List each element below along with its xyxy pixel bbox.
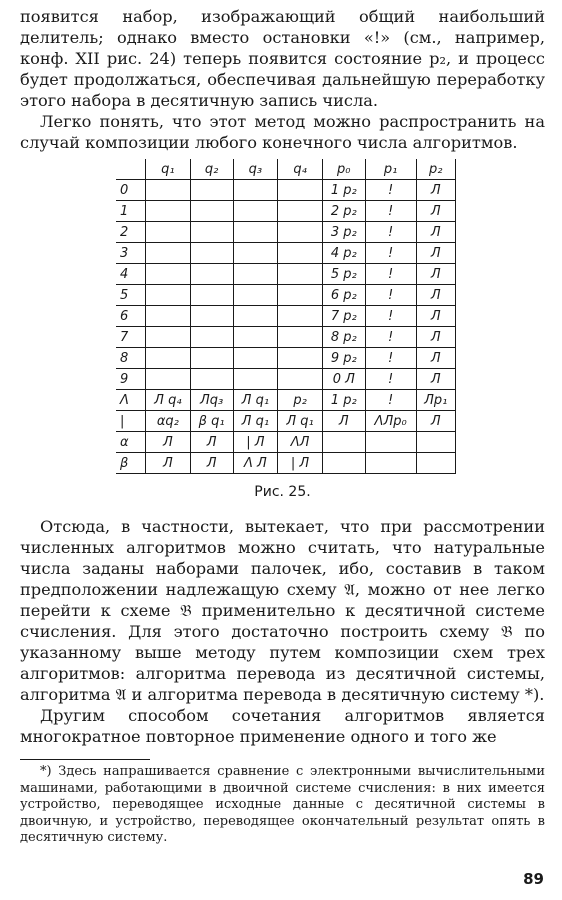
table-cell: Л [416,201,455,222]
table-cell: 3 p₂ [322,222,365,243]
table-cell: ! [365,306,416,327]
column-header: p₀ [322,159,365,180]
paragraph-top-2: Легко понять, что этот метод можно распространить на случай композиции любого конечного числа алгоритмов. [20,112,545,152]
algorithm-table [116,159,456,474]
table-cell: Л [416,411,455,432]
table-row [116,285,456,306]
paragraph-bottom-2: Другим способом сочетания алгоритмов является многократное повторное применение одного и того же [20,706,545,746]
table-cell [146,285,191,306]
book-page [20,6,545,847]
table-cell [322,432,365,453]
table-cell [146,327,191,348]
table-cell [233,327,278,348]
table-row [116,264,456,285]
table-cell [190,327,233,348]
row-label: α [116,432,146,453]
table-cell [233,369,278,390]
table-cell [146,180,191,201]
table-cell [146,201,191,222]
table-cell [365,432,416,453]
paragraph-top-1: появится набор, изображающий общий наибольший делитель; однако вместо остановки «!» (см., например, конф. XII рис. 24) теперь появится состояние p₂, и процесс будет продолжаться, обеспечивая дальнейшую переработку этого набора в десятичную запись числа. [20,7,545,110]
row-label: 1 [116,201,146,222]
table-cell: ΛЛ [278,432,323,453]
table-cell [278,348,323,369]
table-cell: 1 p₂ [322,390,365,411]
table-cell [233,264,278,285]
column-header: q₄ [278,159,323,180]
table-cell: Л q₁ [233,411,278,432]
table-cell [233,243,278,264]
table-row [116,222,456,243]
row-label: 3 [116,243,146,264]
table-cell: 2 p₂ [322,201,365,222]
table-cell: Л [416,243,455,264]
paragraph-bottom-1: Отсюда, в частности, вытекает, что при рассмотрении численных алгоритмов можно считать, что натуральные числа заданы наборами палочек, ибо, составив в таком предположении надлежащую схему 𝔄, можно от нее легко перейти к схеме 𝔅 применительно к десятичной системе счисления. Для этого достаточно построить схему 𝔅 по указанному выше методу путем композиции схем трех алгоритмов: алгоритма перевода из десятичной системы, алгоритма 𝔄 и алгоритма перевода в десятичную систему *). [20,517,545,704]
table-cell [233,180,278,201]
table-cell: ! [365,285,416,306]
table-cell: 6 p₂ [322,285,365,306]
table-cell: ! [365,327,416,348]
table-cell: Л [416,285,455,306]
table-cell: Л q₁ [233,390,278,411]
table-cell: Л [146,432,191,453]
table-body [116,180,456,474]
table-cell: Лp₁ [416,390,455,411]
table-cell: | Л [233,432,278,453]
table-cell: Лq₃ [190,390,233,411]
table-cell: Л q₄ [146,390,191,411]
row-label: 0 [116,180,146,201]
table-cell: ! [365,243,416,264]
table-cell: 4 p₂ [322,243,365,264]
table-cell: 7 p₂ [322,306,365,327]
table-row [116,243,456,264]
column-header: p₁ [365,159,416,180]
table-cell [278,222,323,243]
table-cell: ΛЛp₀ [365,411,416,432]
table-cell: ! [365,348,416,369]
table-cell [233,348,278,369]
table-row [116,306,456,327]
algorithm-table-figure [116,159,456,474]
table-row [116,201,456,222]
table-cell [190,306,233,327]
table-cell [278,201,323,222]
table-cell [146,264,191,285]
table-cell: 0 Л [322,369,365,390]
table-cell [146,243,191,264]
table-row [116,432,456,453]
table-cell [190,201,233,222]
table-cell [278,306,323,327]
table-corner-cell [116,159,146,180]
table-header-row [116,159,456,180]
table-cell [146,369,191,390]
row-label: 9 [116,369,146,390]
table-cell: ! [365,201,416,222]
table-cell: Л [190,453,233,474]
row-label: 5 [116,285,146,306]
footnote: *) Здесь напрашивается сравнение с электронными вычислительными машинами, работающими в двоичной системе счисления: в них имеется устройство, переводящее исходные данные с десятичной системы в двоичную, и устройство, переводящее окончательный результат опять в десятичную систему. [20,764,545,845]
table-cell: Л [416,369,455,390]
table-cell: Л [416,222,455,243]
table-cell: Л [416,348,455,369]
table-cell [278,264,323,285]
table-cell [190,222,233,243]
column-header: q₃ [233,159,278,180]
table-cell [416,432,455,453]
table-cell [278,285,323,306]
table-cell [278,243,323,264]
table-cell: αq₂ [146,411,191,432]
figure-caption: Рис. 25. [254,484,311,500]
row-label: Λ [116,390,146,411]
table-row [116,327,456,348]
footnote-divider [20,759,150,760]
table-cell [416,453,455,474]
table-cell: 9 p₂ [322,348,365,369]
row-label: 6 [116,306,146,327]
column-header: q₁ [146,159,191,180]
table-row [116,411,456,432]
table-cell [233,285,278,306]
table-cell [190,369,233,390]
row-label: 4 [116,264,146,285]
table-cell [190,264,233,285]
table-cell [322,453,365,474]
table-cell: Л [416,327,455,348]
table-cell: Л q₁ [278,411,323,432]
table-cell: Л [322,411,365,432]
table-cell: Л [416,180,455,201]
row-label: β [116,453,146,474]
table-cell [278,369,323,390]
page-number: 89 [523,870,544,888]
table-row [116,390,456,411]
table-cell: β q₁ [190,411,233,432]
table-cell: Л [416,306,455,327]
table-cell: ! [365,264,416,285]
table-cell [146,348,191,369]
table-cell: ! [365,390,416,411]
table-cell: Л [190,432,233,453]
table-cell [146,306,191,327]
table-cell [233,222,278,243]
table-cell: 5 p₂ [322,264,365,285]
table-row [116,453,456,474]
table-cell [233,306,278,327]
table-cell: ! [365,180,416,201]
table-cell: | Л [278,453,323,474]
table-cell [190,180,233,201]
table-cell [190,243,233,264]
table-cell [190,285,233,306]
table-cell [278,327,323,348]
row-label: 7 [116,327,146,348]
table-cell [278,180,323,201]
table-cell: 8 p₂ [322,327,365,348]
column-header: p₂ [416,159,455,180]
table-cell: ! [365,369,416,390]
table-cell: 1 p₂ [322,180,365,201]
table-cell: ! [365,222,416,243]
table-row [116,369,456,390]
table-row [116,180,456,201]
table-cell [233,201,278,222]
row-label: 8 [116,348,146,369]
row-label: 2 [116,222,146,243]
row-label: | [116,411,146,432]
table-row [116,348,456,369]
table-cell: Λ Л [233,453,278,474]
table-cell: Л [146,453,191,474]
table-cell [365,453,416,474]
table-cell [190,348,233,369]
table-cell: p₂ [278,390,323,411]
table-cell [146,222,191,243]
table-cell: Л [416,264,455,285]
column-header: q₂ [190,159,233,180]
